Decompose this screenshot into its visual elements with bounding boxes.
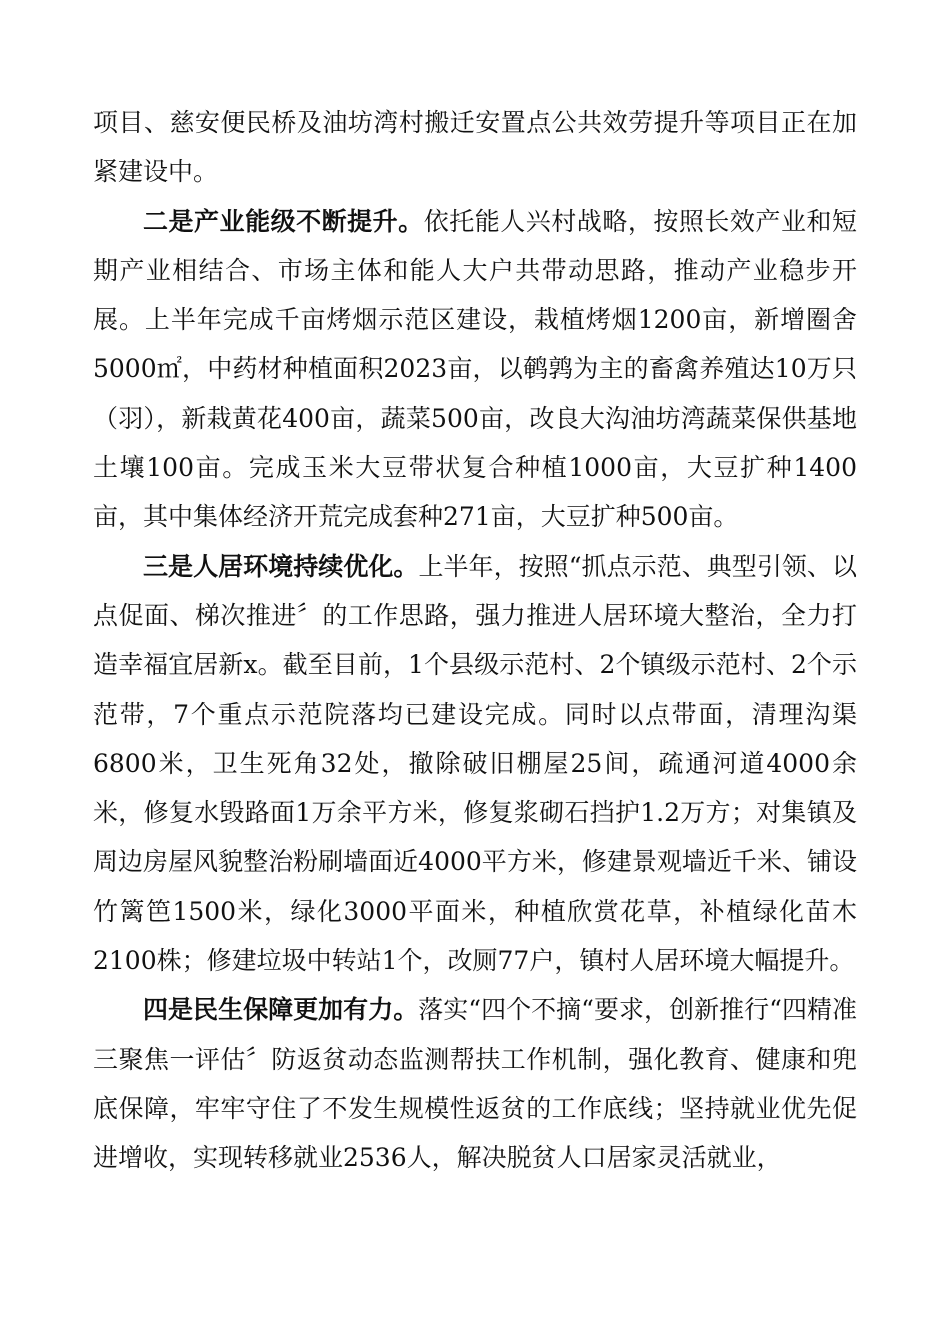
paragraph-industry — [93, 197, 857, 542]
paragraph-heading: 二是产业能级不断提升。 — [143, 206, 424, 236]
paragraph-text: 上半年，按照“抓点示范、典型引领、以点促面、梯次推进〞的工作思路，强力推进人居环境大整治，全力打造幸福宜居新x。截至目前，1个县级示范村、2个镇级示范村、2个示范带，7个重点示范院落均已建设完成。同时以点带面，清理沟渠6800米，卫生死角32处，撤除破旧棚屋25间，疏通河道4000余米，修复水毁路面1万余平方米，修复浆砌石挡护1.2万方；对集镇及周边房屋风貌整治粉刷墙面近4000平方米，修建景观墙近千米、铺设竹篱笆1500米，绿化3000平面米，种植欣赏花草，补植绿化苗木2100株；修建垃圾中转站1个，改厕77户，镇村人居环境大幅提升。 — [93, 551, 857, 976]
document-body — [93, 98, 857, 1183]
paragraph-text: 依托能人兴村战略，按照长效产业和短期产业相结合、市场主体和能人大户共带动思路，推动产业稳步开展。上半年完成千亩烤烟示范区建设，栽植烤烟1200亩，新增圈舍5000㎡，中药材种植面积2023亩，以鹌鹑为主的畜禽养殖达10万只（羽），新栽黄花400亩，蔬菜500亩，改良大沟油坊湾蔬菜保供基地土壤100亩。完成玉米大豆带状复合种植1000亩，大豆扩种1400亩，其中集体经济开荒完成套种271亩，大豆扩种500亩。 — [93, 206, 857, 532]
paragraph-heading: 四是民生保障更加有力。 — [143, 995, 419, 1025]
paragraph-continuation — [93, 98, 857, 197]
paragraph-environment — [93, 542, 857, 986]
paragraph-heading: 三是人居环境持续优化。 — [143, 551, 419, 581]
paragraph-text: 落实“四个不摘“要求，创新推行“四精准三聚焦一评估〞防返贫动态监测帮扶工作机制，强化教育、健康和兜底保障，牢牢守住了不发生规模性返贫的工作底线；坚持就业优先促进增收，实现转移就业2536人，解决脱贫人口居家灵活就业， — [93, 995, 857, 1173]
paragraph-livelihood — [93, 985, 857, 1182]
paragraph-text: 项目、慈安便民桥及油坊湾村搬迁安置点公共效劳提升等项目正在加紧建设中。 — [93, 108, 857, 187]
